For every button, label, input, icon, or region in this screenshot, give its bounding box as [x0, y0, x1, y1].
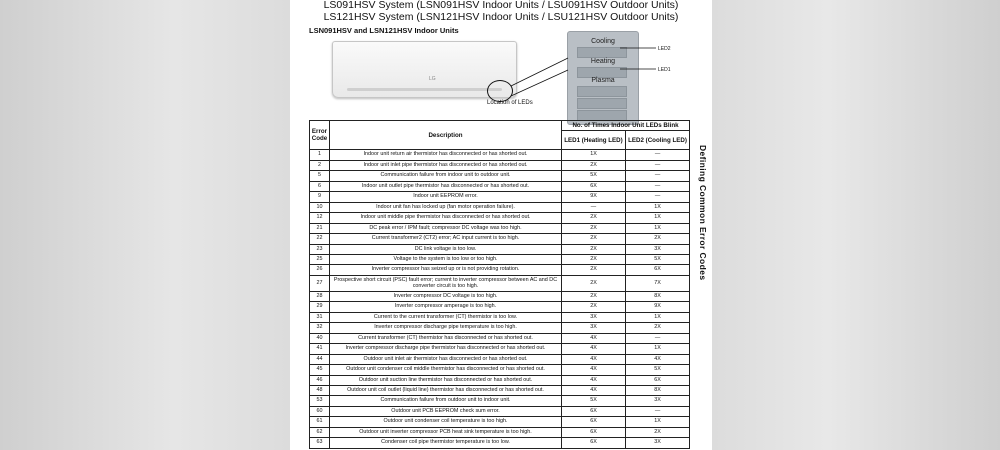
led2-blink-cell: 3X	[626, 244, 690, 254]
description-cell: Condenser coil pipe thermistor temperature is too low.	[330, 438, 562, 448]
error-code-cell: 41	[310, 344, 330, 354]
led1-blink-cell: 4X	[562, 354, 626, 364]
error-code-cell: 63	[310, 438, 330, 448]
description-cell: Outdoor unit condenser coil middle thermistor has disconnected or has shorted out.	[330, 365, 562, 375]
table-row	[310, 202, 690, 212]
table-row	[310, 333, 690, 343]
error-code-cell: 12	[310, 213, 330, 223]
header-description: Description	[330, 121, 562, 150]
description-cell: Indoor unit outlet pipe thermistor has disconnected or has shorted out.	[330, 181, 562, 191]
table-row	[310, 427, 690, 437]
led1-blink-cell: 4X	[562, 333, 626, 343]
table-row	[310, 417, 690, 427]
led1-blink-cell: 4X	[562, 365, 626, 375]
led2-blink-cell: 9X	[626, 302, 690, 312]
led1-blink-cell: 4X	[562, 375, 626, 385]
description-cell: Inverter compressor discharge pipe thermistor has disconnected or has shorted out.	[330, 344, 562, 354]
table-row	[310, 150, 690, 160]
error-code-cell: 53	[310, 396, 330, 406]
error-code-table	[309, 120, 690, 449]
table-row	[310, 213, 690, 223]
error-code-cell: 25	[310, 254, 330, 264]
led1-blink-cell: 4X	[562, 385, 626, 395]
panel-heating-label: Heating	[590, 58, 616, 65]
error-code-cell: 10	[310, 202, 330, 212]
background-right	[712, 0, 1000, 450]
description-cell: Current transformer2 (CT2) error; AC input current is too high.	[330, 234, 562, 244]
led1-blink-cell: 6X	[562, 181, 626, 191]
table-row	[310, 160, 690, 170]
description-cell: Prospective short circuit (PSC) fault error; current to inverter compressor between AC and DC converter circuit is too high.	[330, 275, 562, 291]
led1-blink-cell: 3X	[562, 312, 626, 322]
description-cell: Outdoor unit coil outlet (liquid line) thermistor has disconnected or has shorted out.	[330, 385, 562, 395]
description-cell: DC link voltage is too low.	[330, 244, 562, 254]
error-code-cell: 26	[310, 265, 330, 275]
led1-blink-cell: 3X	[562, 323, 626, 333]
error-code-cell: 44	[310, 354, 330, 364]
led2-blink-cell: 1X	[626, 312, 690, 322]
table-row	[310, 192, 690, 202]
led2-blink-cell: —	[626, 406, 690, 416]
error-code-cell: 2	[310, 160, 330, 170]
error-code-cell: 32	[310, 323, 330, 333]
error-code-cell: 5	[310, 171, 330, 181]
led1-blink-cell: 2X	[562, 160, 626, 170]
led2-blink-cell: —	[626, 160, 690, 170]
side-title: Defining Common Error Codes	[698, 145, 708, 281]
unit-logo: LG	[429, 76, 436, 82]
panel-cooling-label: Cooling	[591, 38, 615, 45]
error-code-cell: 48	[310, 385, 330, 395]
description-cell: Outdoor unit suction line thermistor has disconnected or has shorted out.	[330, 375, 562, 385]
document-page	[290, 0, 712, 450]
error-code-cell: 9	[310, 192, 330, 202]
led2-blink-cell: 8X	[626, 291, 690, 301]
led2-label: LED2	[658, 46, 671, 52]
error-code-cell: 29	[310, 302, 330, 312]
error-code-cell: 46	[310, 375, 330, 385]
led1-label: LED1	[658, 67, 671, 73]
section-subtitle: LSN091HSV and LSN121HSV Indoor Units	[309, 26, 459, 35]
table-row	[310, 223, 690, 233]
table-row	[310, 234, 690, 244]
led1-blink-cell: 2X	[562, 265, 626, 275]
led1-blink-cell: 5X	[562, 171, 626, 181]
table-row	[310, 171, 690, 181]
error-code-cell: 23	[310, 244, 330, 254]
table-row	[310, 438, 690, 448]
description-cell: Inverter compressor has seized up or is not providing rotation.	[330, 265, 562, 275]
led2-blink-cell: 1X	[626, 417, 690, 427]
description-cell: Indoor unit EEPROM error.	[330, 192, 562, 202]
error-code-cell: 60	[310, 406, 330, 416]
table-row	[310, 275, 690, 291]
description-cell: Communication failure from indoor unit to outdoor unit.	[330, 171, 562, 181]
led2-blink-cell: 3X	[626, 396, 690, 406]
led1-blink-cell: 2X	[562, 234, 626, 244]
header-led1: LED1 (Heating LED)	[562, 131, 626, 150]
table-row	[310, 354, 690, 364]
description-cell: Communication failure from outdoor unit to indoor unit.	[330, 396, 562, 406]
led2-blink-cell: 2X	[626, 234, 690, 244]
led1-blink-cell: 4X	[562, 344, 626, 354]
led2-blink-cell: 3X	[626, 438, 690, 448]
description-cell: Indoor unit return air thermistor has disconnected or has shorted out.	[330, 150, 562, 160]
description-cell: Outdoor unit PCB EEPROM check sum error.	[330, 406, 562, 416]
led1-blink-cell: 6X	[562, 438, 626, 448]
description-cell: Inverter compressor amperage is too high.	[330, 302, 562, 312]
header-error-code: Error Code	[310, 121, 330, 150]
description-cell: Inverter compressor DC voltage is too high.	[330, 291, 562, 301]
description-cell: Current to the current transformer (CT) thermistor is too low.	[330, 312, 562, 322]
table-row	[310, 323, 690, 333]
led1-blink-cell: 2X	[562, 254, 626, 264]
table-row	[310, 312, 690, 322]
led-location-label: Location of LEDs	[487, 100, 533, 106]
description-cell: Outdoor unit condenser coil temperature is too high.	[330, 417, 562, 427]
error-code-cell: 28	[310, 291, 330, 301]
description-cell: Current transformer (CT) thermistor has disconnected or has shorted out.	[330, 333, 562, 343]
led2-blink-cell: 2X	[626, 427, 690, 437]
led2-blink-cell: 1X	[626, 213, 690, 223]
table-row	[310, 244, 690, 254]
error-code-cell: 31	[310, 312, 330, 322]
led1-blink-cell: 9X	[562, 192, 626, 202]
led1-blink-cell: 6X	[562, 406, 626, 416]
header-line-1: LS091HSV System (LSN091HSV Indoor Units / LSU091HSV Outdoor Units)	[323, 0, 679, 11]
led2-blink-cell: 6X	[626, 265, 690, 275]
error-code-cell: 6	[310, 181, 330, 191]
led2-blink-cell: 5X	[626, 365, 690, 375]
led1-blink-cell: 2X	[562, 275, 626, 291]
table-row	[310, 406, 690, 416]
description-cell: Indoor unit middle pipe thermistor has disconnected or has shorted out.	[330, 213, 562, 223]
led1-blink-cell: —	[562, 202, 626, 212]
error-code-cell: 40	[310, 333, 330, 343]
table-row	[310, 396, 690, 406]
table-row	[310, 291, 690, 301]
table-row	[310, 365, 690, 375]
led2-blink-cell: —	[626, 333, 690, 343]
table-row	[310, 375, 690, 385]
led1-blink-cell: 6X	[562, 427, 626, 437]
led1-blink-cell: 2X	[562, 223, 626, 233]
callout-lines	[290, 0, 712, 130]
description-cell: Indoor unit inlet pipe thermistor has disconnected or has shorted out.	[330, 160, 562, 170]
description-cell: Indoor unit fan has locked up (fan motor operation failure).	[330, 202, 562, 212]
table-row	[310, 265, 690, 275]
led2-blink-cell: —	[626, 150, 690, 160]
table-row	[310, 302, 690, 312]
table-row	[310, 344, 690, 354]
led1-blink-cell: 2X	[562, 291, 626, 301]
led2-blink-cell: —	[626, 171, 690, 181]
description-cell: Outdoor unit inverter compressor PCB heat sink temperature is too high.	[330, 427, 562, 437]
led2-blink-cell: 6X	[626, 375, 690, 385]
error-code-cell: 27	[310, 275, 330, 291]
background-left	[0, 0, 290, 450]
led1-blink-cell: 1X	[562, 150, 626, 160]
header-blink-count: No. of Times Indoor Unit LEDs Blink	[562, 121, 690, 131]
led2-blink-cell: 5X	[626, 254, 690, 264]
description-cell: Voltage to the system is too low or too high.	[330, 254, 562, 264]
error-code-cell: 21	[310, 223, 330, 233]
error-code-cell: 45	[310, 365, 330, 375]
panel-plasma-label: Plasma	[591, 77, 615, 84]
led2-blink-cell: —	[626, 181, 690, 191]
led2-blink-cell: 2X	[626, 323, 690, 333]
error-code-cell: 61	[310, 417, 330, 427]
led2-blink-cell: 4X	[626, 354, 690, 364]
header-line-2: LS121HSV System (LSN121HSV Indoor Units / LSU121HSV Outdoor Units)	[323, 11, 679, 23]
led2-blink-cell: 1X	[626, 223, 690, 233]
table-row	[310, 181, 690, 191]
led2-blink-cell: —	[626, 192, 690, 202]
error-code-cell: 1	[310, 150, 330, 160]
table-row	[310, 254, 690, 264]
error-code-cell: 62	[310, 427, 330, 437]
header-led2: LED2 (Cooling LED)	[626, 131, 690, 150]
led1-blink-cell: 6X	[562, 417, 626, 427]
led2-blink-cell: 7X	[626, 275, 690, 291]
description-cell: Outdoor unit inlet air thermistor has disconnected or has shorted out.	[330, 354, 562, 364]
led2-blink-cell: 1X	[626, 344, 690, 354]
description-cell: DC peak error / IPM fault; compressor DC voltage was too high.	[330, 223, 562, 233]
table-row	[310, 385, 690, 395]
led2-blink-cell: 1X	[626, 202, 690, 212]
led2-blink-cell: 8X	[626, 385, 690, 395]
error-code-cell: 22	[310, 234, 330, 244]
led1-blink-cell: 5X	[562, 396, 626, 406]
led1-blink-cell: 2X	[562, 213, 626, 223]
description-cell: Inverter compressor discharge pipe temperature is too high.	[330, 323, 562, 333]
led1-blink-cell: 2X	[562, 244, 626, 254]
led1-blink-cell: 2X	[562, 302, 626, 312]
